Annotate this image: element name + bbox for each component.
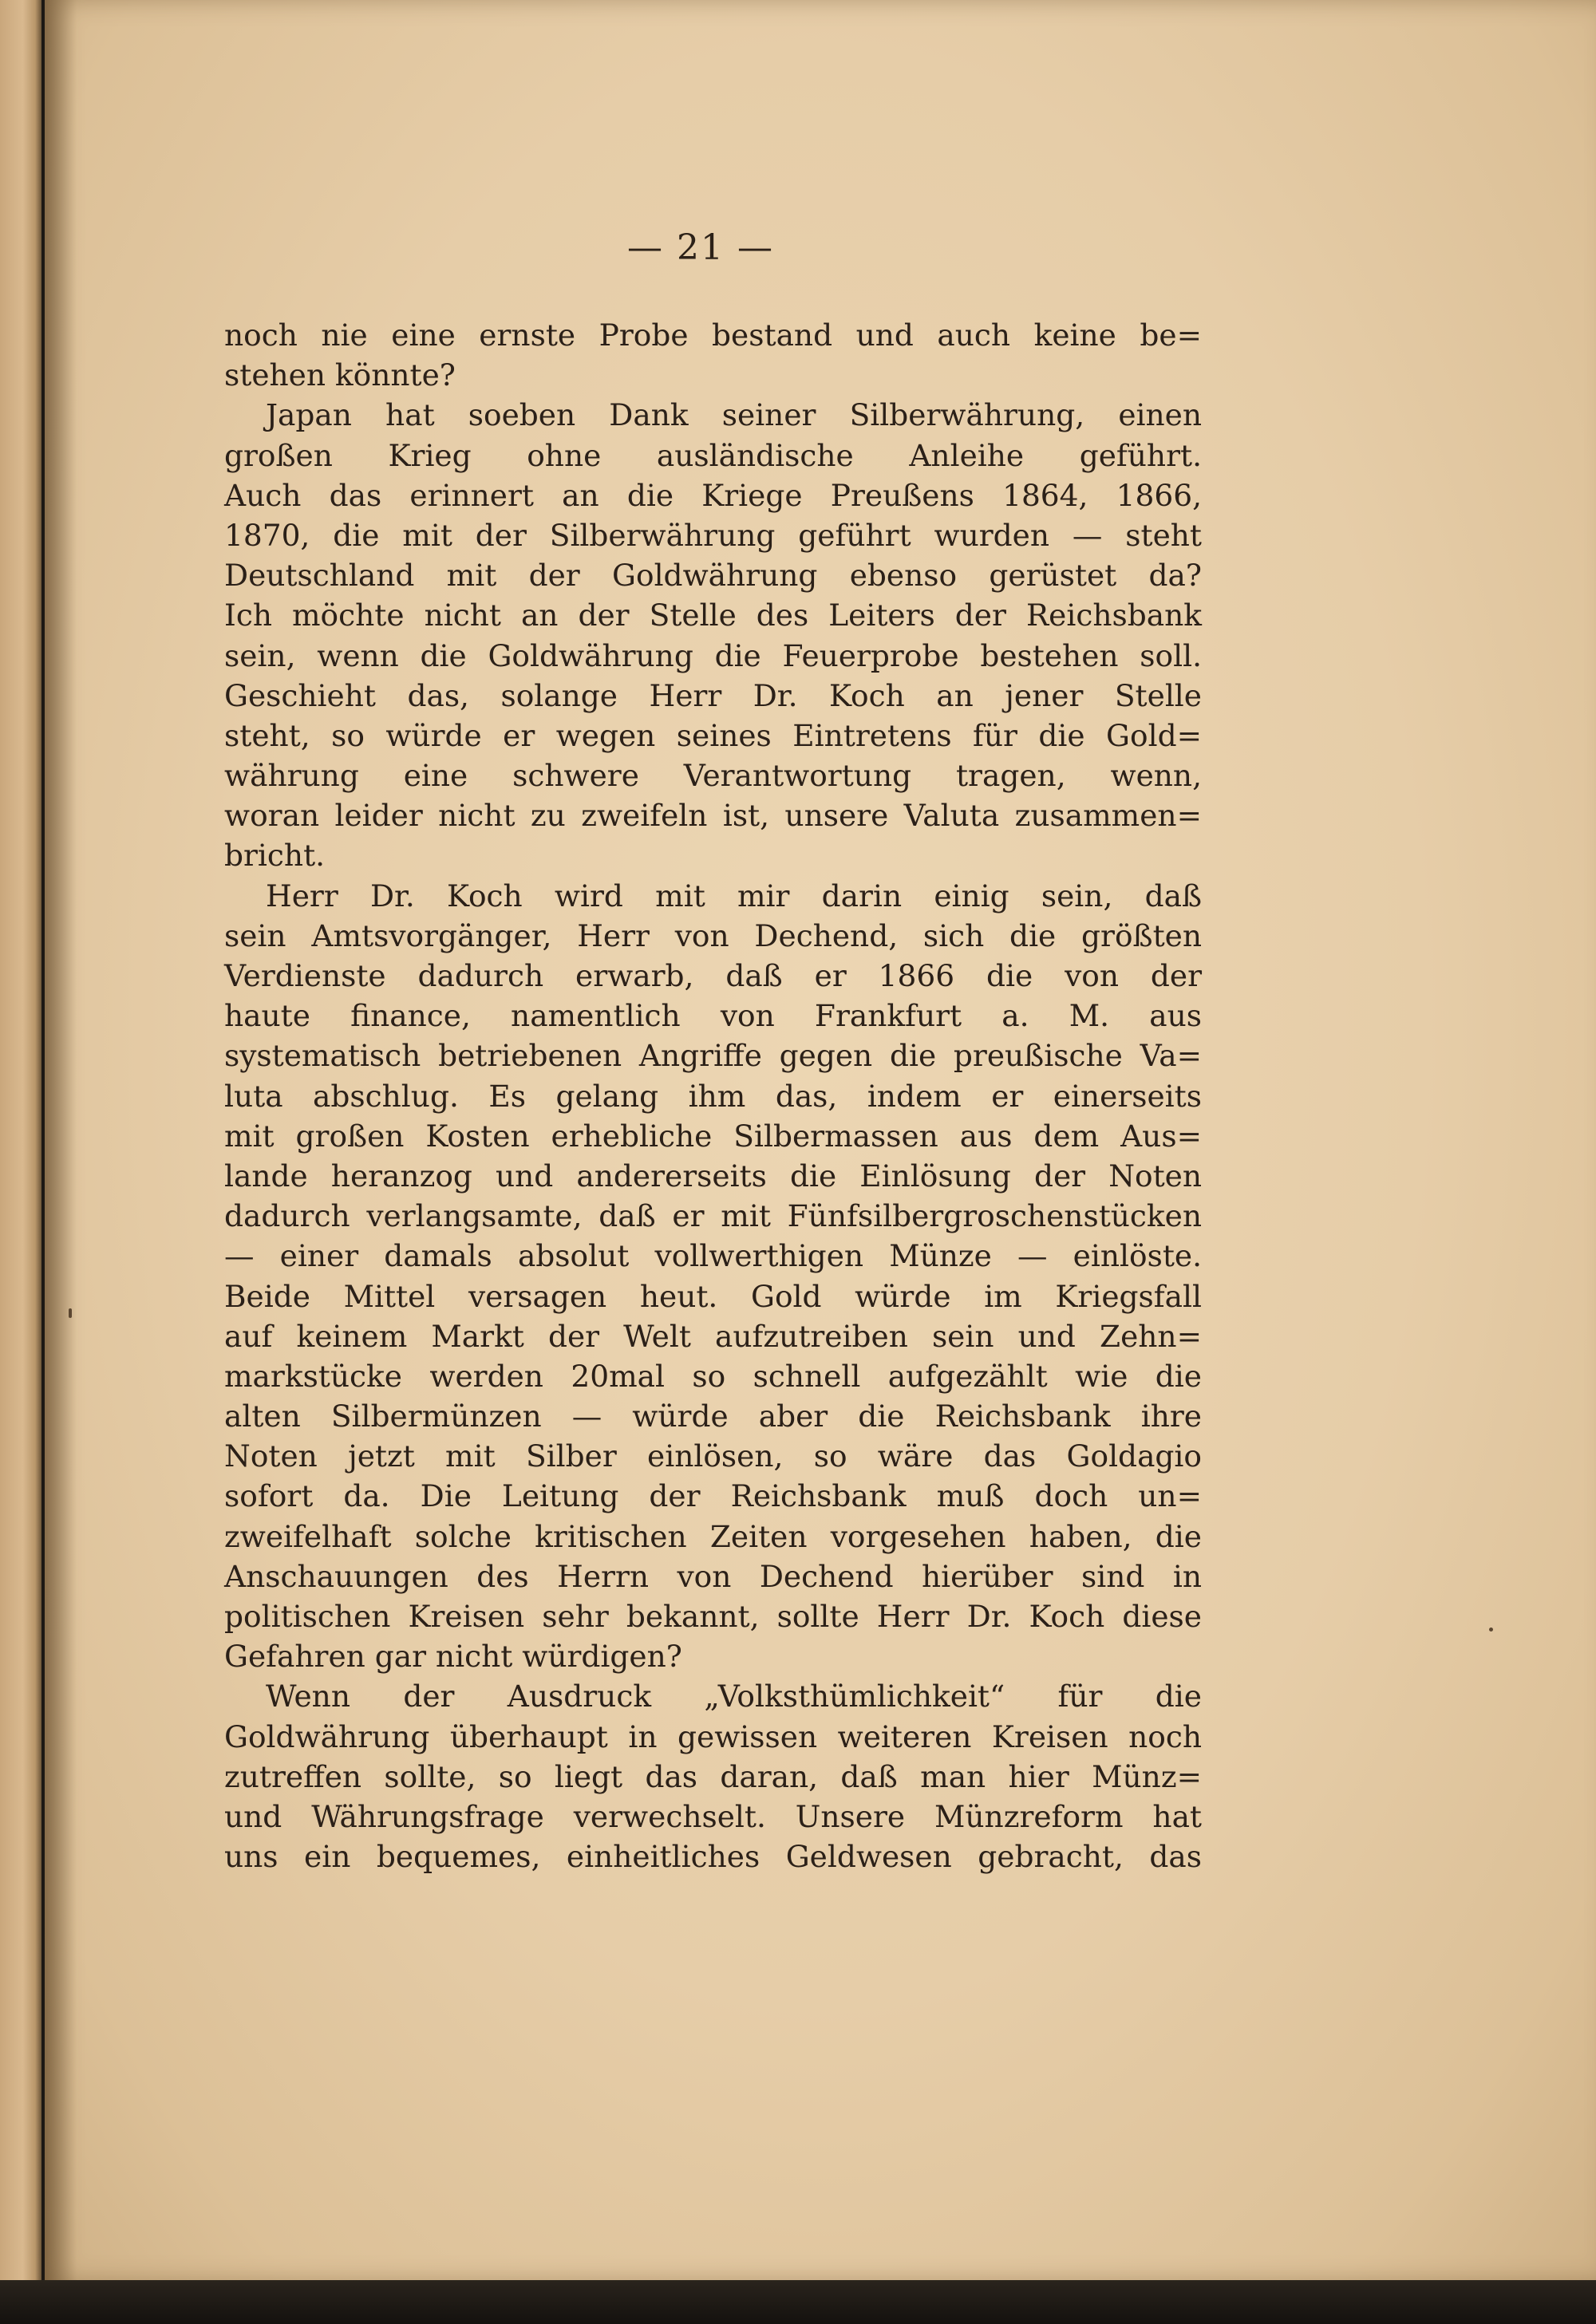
- text-line: Ich möchte nicht an der Stelle des Leiters der Reichsbank: [224, 598, 1202, 633]
- text-line: Deutschland mit der Goldwährung ebenso gerüstet da?: [224, 558, 1202, 594]
- text-line: währung eine schwere Verantwortung tragen, wenn,: [224, 758, 1202, 794]
- text-line: Geschieht das, solange Herr Dr. Koch an jener Stelle: [224, 677, 1202, 713]
- text-line: auf keinem Markt der Welt aufzutreiben sein und Zehn=: [224, 1318, 1202, 1354]
- text-line: steht, so würde er wegen seines Eintretens für die Gold=: [224, 717, 1202, 753]
- text-line: und Währungsfrage verwechselt. Unsere Münzreform hat: [224, 1798, 1202, 1834]
- previous-page-edge: [0, 0, 41, 2282]
- text-line: bricht.: [224, 838, 326, 874]
- text-line: zutreffen sollte, so liegt das daran, daß man hier Münz=: [224, 1758, 1202, 1794]
- text-line: großen Krieg ohne ausländische Anleihe geführt.: [224, 437, 1202, 473]
- text-line: Goldwährung überhaupt in gewissen weiteren Kreisen noch: [224, 1718, 1202, 1754]
- text-line: zweifelhaft solche kritischen Zeiten vorgesehen haben, die: [224, 1518, 1202, 1554]
- page-number: — 21 —: [627, 227, 774, 268]
- text-line: haute finance, namentlich von Frankfurt a. M. aus: [224, 998, 1202, 1034]
- book-page: [45, 0, 1596, 2282]
- text-line: Anschauungen des Herrn von Dechend hierüber sind in: [224, 1558, 1202, 1594]
- text-line: sein, wenn die Goldwährung die Feuerprobe bestehen soll.: [224, 637, 1202, 673]
- text-line: politischen Kreisen sehr bekannt, sollte Herr Dr. Koch diese: [224, 1599, 1202, 1634]
- text-line: — einer damals absolut vollwerthigen Münze — einlöste.: [224, 1238, 1202, 1274]
- text-line: luta abschlug. Es gelang ihm das, indem er einerseits: [224, 1078, 1202, 1114]
- text-line: lande heranzog und andererseits die Einlösung der Noten: [224, 1158, 1202, 1194]
- text-line: Gefahren gar nicht würdigen?: [224, 1639, 682, 1675]
- text-line: Japan hat soeben Dank seiner Silberwährung, einen: [266, 397, 1202, 433]
- text-line: sein Amtsvorgänger, Herr von Dechend, sich die größten: [224, 917, 1202, 953]
- gutter-shadow: [45, 0, 77, 2282]
- text-line: Beide Mittel versagen heut. Gold würde im Kriegsfall: [224, 1278, 1202, 1314]
- text-line: sofort da. Die Leitung der Reichsbank muß doch un=: [224, 1478, 1202, 1514]
- text-line: woran leider nicht zu zweifeln ist, unsere Valuta zusammen=: [224, 798, 1202, 834]
- text-line: Verdienste dadurch erwarb, daß er 1866 die von der: [224, 958, 1202, 993]
- body-text: [224, 315, 1202, 1876]
- text-line: dadurch verlangsamte, daß er mit Fünfsilbergroschenstücken: [224, 1198, 1202, 1234]
- text-line: Wenn der Ausdruck „Volksthümlichkeit“ für die: [266, 1679, 1202, 1714]
- text-line: 1870, die mit der Silberwährung geführt wurden — steht: [224, 517, 1202, 553]
- text-line: mit großen Kosten erhebliche Silbermassen aus dem Aus=: [224, 1118, 1202, 1154]
- text-line: Noten jetzt mit Silber einlösen, so wäre das Goldagio: [224, 1438, 1202, 1474]
- text-line: Auch das erinnert an die Kriege Preußens 1864, 1866,: [224, 477, 1202, 513]
- text-line: stehen könnte?: [224, 357, 456, 393]
- paper-speck: [1489, 1628, 1493, 1632]
- text-line: markstücke werden 20mal so schnell aufgezählt wie die: [224, 1358, 1202, 1394]
- text-line: alten Silbermünzen — würde aber die Reichsbank ihre: [224, 1399, 1202, 1434]
- text-line: uns ein bequemes, einheitliches Geldwesen gebracht, das: [224, 1839, 1202, 1875]
- scanner-bed-edge: [0, 2280, 1596, 2324]
- text-line: Herr Dr. Koch wird mit mir darin einig sein, daß: [266, 878, 1202, 913]
- paper-speck: [69, 1308, 72, 1318]
- text-line: systematisch betriebenen Angriffe gegen die preußische Va=: [224, 1038, 1202, 1074]
- text-line: noch nie eine ernste Probe bestand und auch keine be=: [224, 318, 1202, 353]
